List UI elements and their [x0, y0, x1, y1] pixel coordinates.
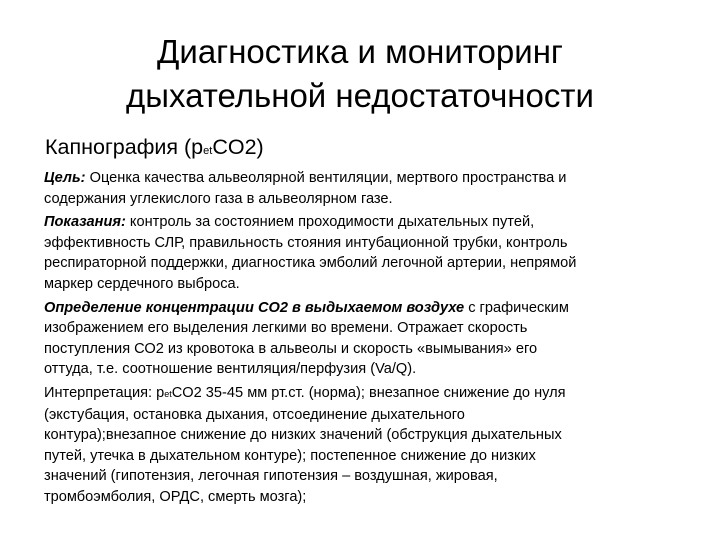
item-definition-line-2: изображением его выделения легкими во времени. Отражает скорость	[44, 320, 528, 337]
item-definition-text-1: с графическим	[464, 299, 569, 316]
item-indications	[44, 212, 704, 294]
slide-title	[0, 30, 720, 118]
subtitle-capnography	[45, 134, 264, 164]
title-line-2: дыхательной недостаточности	[126, 77, 594, 114]
item-goal-line-1	[44, 168, 704, 189]
item-goal-line-2: содержания углекислого газа в альвеолярном газе.	[44, 190, 393, 207]
title-line-1: Диагностика и мониторинг	[157, 33, 563, 70]
item-definition-line-1	[44, 298, 704, 319]
item-interpretation-suffix: CO2 35-45 мм рт.ст. (норма); внезапное снижение до нуля	[171, 384, 566, 401]
item-definition-line-3: поступления СО2 из кровотока в альвеолы и скорость «вымывания» его	[44, 340, 538, 357]
subtitle-prefix: Капнография (p	[45, 135, 204, 159]
subtitle-subscript: et	[203, 145, 213, 157]
content-body	[44, 168, 704, 511]
item-interpretation-prefix: Интерпретация: p	[44, 384, 165, 401]
item-interpretation-line-6: тромбоэмболия, ОРДС, смерть мозга);	[44, 488, 307, 505]
item-interpretation	[44, 383, 704, 508]
item-indications-line-3: респираторной поддержки, диагностика эмболий легочной артерии, непрямой	[44, 255, 577, 272]
item-definition	[44, 298, 704, 380]
item-indications-text-1: контроль за состоянием проходимости дыхательных путей,	[125, 214, 535, 231]
item-goal-text-1: Оценка качества альвеолярной вентиляции, мертвого пространства и	[85, 170, 567, 186]
item-interpretation-line-2: (экстубация, остановка дыхания, отсоединение дыхательного	[44, 406, 465, 423]
item-interpretation-line-1	[44, 383, 704, 405]
item-definition-label: Определение концентрации СО2 в выдыхаемом воздухе	[44, 299, 465, 316]
item-indications-line-4: маркер сердечного выброса.	[44, 275, 240, 292]
item-interpretation-subscript: et	[164, 388, 172, 399]
item-indications-line-2: эффективность СЛР, правильность стояния интубационной трубки, контроль	[44, 234, 568, 251]
item-interpretation-line-3: контура);внезапное снижение до низких значений (обструкция дыхательных	[44, 427, 562, 444]
item-interpretation-line-4: путей, утечка в дыхательном контуре); постепенное снижение до низких	[44, 447, 536, 464]
item-indications-label: Показания:	[44, 214, 126, 231]
item-goal	[44, 168, 704, 209]
item-indications-line-1	[44, 212, 704, 233]
item-definition-line-4: оттуда, т.е. соотношение вентиляция/перфузия (Va/Q).	[44, 361, 417, 378]
item-interpretation-line-5: значений (гипотензия, легочная гипотензия – воздушная, жировая,	[44, 468, 498, 485]
item-goal-label: Цель:	[44, 170, 86, 186]
subtitle-suffix: CO2)	[212, 135, 264, 159]
